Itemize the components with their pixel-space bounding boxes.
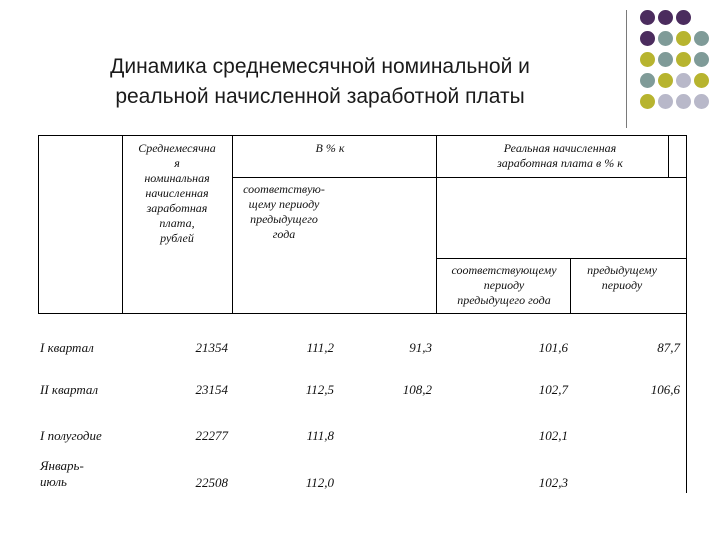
decorative-dot <box>676 94 691 109</box>
decorative-dot <box>694 52 709 67</box>
row-label: Январь- июль <box>40 458 84 489</box>
cell-pct-prev-year: 111,2 <box>306 340 334 355</box>
cell-real-prev-period: 87,7 <box>657 340 680 355</box>
cell-pct-prev-period: 108,2 <box>402 382 432 397</box>
title-line-2: реальной начисленной заработной платы <box>115 85 525 108</box>
cell-real-prev-year: 102,1 <box>538 428 568 443</box>
decorative-dot <box>694 73 709 88</box>
cell-real-prev-year: 102,3 <box>538 475 568 490</box>
cell-nominal: 23154 <box>195 382 228 397</box>
title-line-1: Динамика среднемесячной номинальной и <box>110 55 530 78</box>
decorative-dot <box>694 31 709 46</box>
decorative-dot-grid <box>640 10 720 120</box>
cell-real-prev-year: 101,6 <box>538 340 568 355</box>
decorative-dot <box>658 73 673 88</box>
row-label: I полугодие <box>40 428 102 443</box>
cell-nominal: 22277 <box>195 428 228 443</box>
decorative-dot <box>694 94 709 109</box>
decorative-dot <box>658 31 673 46</box>
decorative-divider <box>626 10 627 128</box>
cell-real-prev-year: 102,7 <box>538 382 568 397</box>
cell-real-prev-period: 106,6 <box>650 382 680 397</box>
cell-nominal: 21354 <box>195 340 228 355</box>
header-nominal: Среднемесячна я номинальная начисленная заработная плата, рублей <box>138 141 216 245</box>
page-title <box>40 52 600 112</box>
cell-pct-prev-period: 91,3 <box>409 340 432 355</box>
header-real: Реальная начисленная заработная плата в % к <box>497 141 623 170</box>
decorative-dot <box>640 94 655 109</box>
header-real-prev-period: предыдущему периоду <box>587 263 657 292</box>
header-real-prev-year: соответствующему периоду предыдущего года <box>451 263 557 307</box>
decorative-dot <box>640 10 655 25</box>
row-label: II квартал <box>40 382 99 397</box>
decorative-dot <box>640 31 655 46</box>
cell-pct-prev-year: 111,8 <box>306 428 334 443</box>
header-percent: В % к <box>315 141 345 155</box>
decorative-dot <box>676 10 691 25</box>
header-percent-prev-year: соответствую- щему периоду предыдущего года <box>243 182 325 241</box>
decorative-dot <box>676 73 691 88</box>
cell-pct-prev-year: 112,0 <box>305 475 334 490</box>
decorative-dot <box>640 52 655 67</box>
cell-nominal: 22508 <box>195 475 228 490</box>
decorative-dot <box>676 31 691 46</box>
decorative-dot <box>658 10 673 25</box>
decorative-dot <box>676 52 691 67</box>
decorative-dot <box>640 73 655 88</box>
cell-pct-prev-year: 112,5 <box>305 382 334 397</box>
decorative-dot <box>658 94 673 109</box>
decorative-dot <box>658 52 673 67</box>
row-label: I квартал <box>40 340 94 355</box>
